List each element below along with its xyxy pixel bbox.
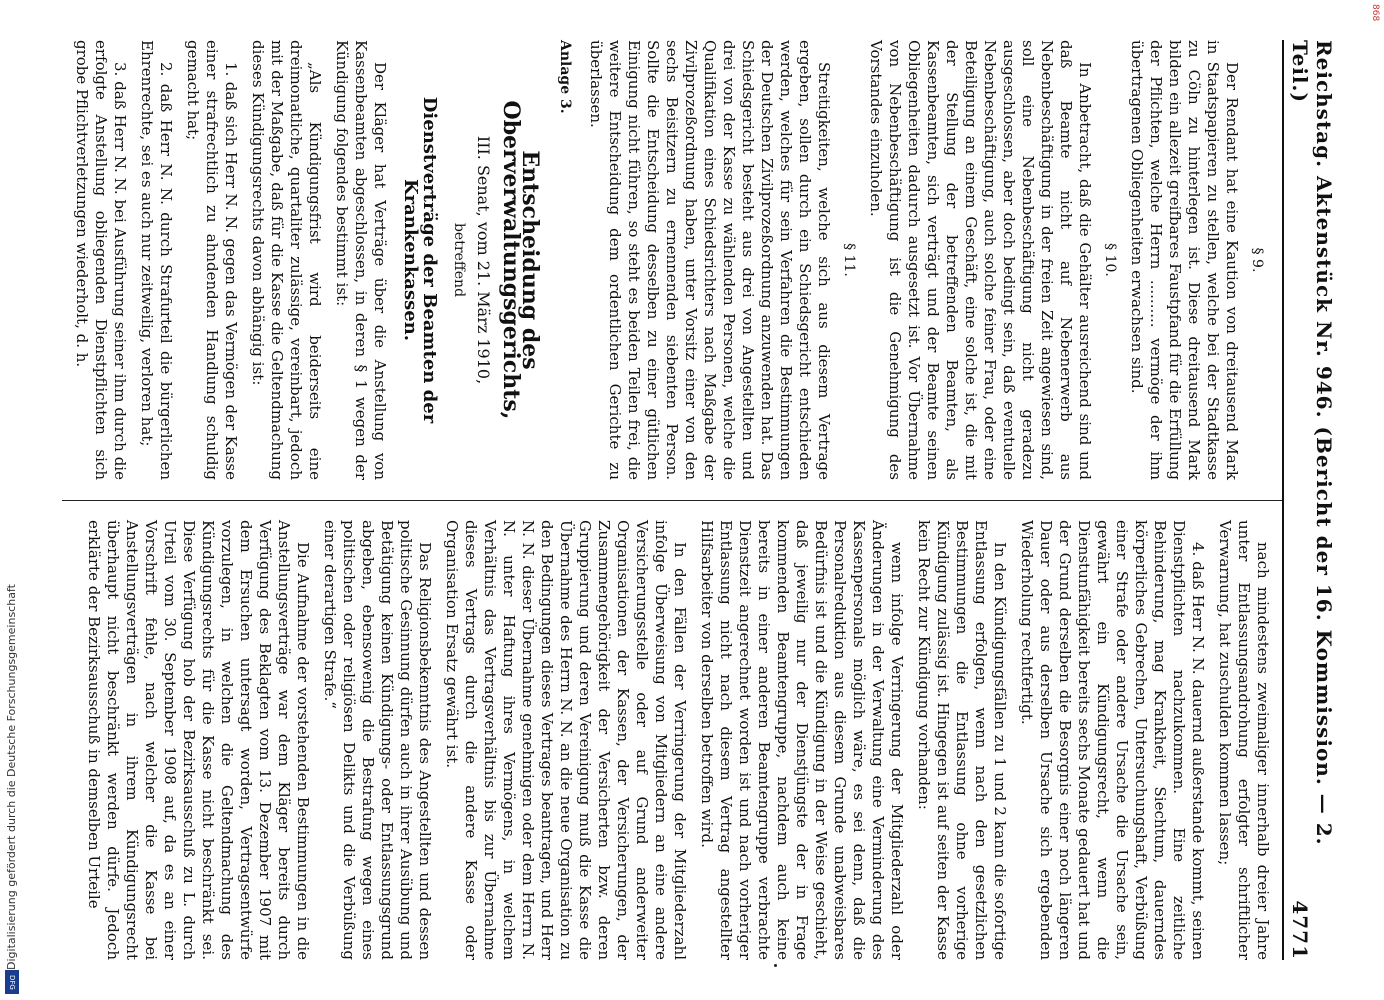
betreffend-label: betreffend — [451, 222, 467, 298]
section-10-heading: § 10. — [1102, 243, 1118, 277]
appendix-label: Anlage 3. — [557, 40, 573, 114]
header-title: Reichstag. Aktenstück Nr. 946. (Bericht der 16. Kommission. — 2. Teil.) — [1288, 40, 1336, 846]
paragraph-5: Das Religionsbekenntnis des Angestellten und dessen politische Gesinnung dürfen auch in ihrer Ausübung und Betätigung keinen Kündigungs- oder Entlassungsgrund abgeben, ebensowenig die Bestrafung wegen eines politischen oder religiösen Delikts und die Verbüßung einer derartigen Strafe.“ — [321, 520, 434, 960]
list-item-3: 3. daß Herr N. N. bei Ausführung seiner ihm durch die erfolgte Anstellung obliegenden Dienstpflichten sich grobe Pflichtverletzungen wiederholt, d. h. — [73, 40, 129, 480]
page-header — [1282, 40, 1336, 960]
dfg-logo-icon: DFG — [5, 970, 19, 994]
paragraph-6: Die Aufnahme der vorstehenden Bestimmungen in die Anstellungsverträge war dem Kläger bereits durch Verfügung des Beklagten vom 13. Dezember 1907 mit dem Ersuchen untersagt worden, Vertragsentwürfe vorzulegen, in welchen die Geltendmachung des Kündigungsrechts für die Kasse nicht beschränkt sei. Diese Verfügung hob der Bezirksausschuß zu L. durch Urteil vom 30. September 1908 auf, da es an einer Vorschrift fehle, nach welcher die Kasse bei Anstellungsverträgen in ihrem Kündigungsrecht überhaupt nicht beschränkt werden dürfe. Jedoch erklärte der Bezirksausschuß in demselben Urteile — [85, 520, 312, 960]
digitization-credit: Digitalisierung gefördert durch die Deutsche Forschungsgemeinschaft — [5, 584, 18, 970]
body-intro: Der Kläger hat Verträge über die Anstellung von Kassenbeamten abgeschlossen, in deren § 1 wegen der Kündigung folgendes bestimmt ist: — [333, 40, 389, 480]
section-11-text: Streitigkeiten, welche sich aus diesem Vertrage ergeben, sollen durch ein Schiedsgericht entschieden werden, welches für sein Verfahren die Bestimmungen der Deutschen Zivilprozeßordnung anzuwenden hat. Das Schiedsgericht besteht aus drei von Angestellten und drei von der Kasse zu wählenden Personen, welche die Qualifikation eines Schiedsrichters nach Maßgabe der Zivilprozeßordnung haben, unter Vorsitz einer von den sechs Beisitzern zu ernennenden siebenten Person. Sollte die Entscheidung desselben zu einer gütlichen Einigung nicht führen, so steht es beiden Teilen frei, die weitere Entscheidung dem ordentlichen Gerichte zu überlassen. — [587, 40, 833, 480]
scan-tag: 868 — [1370, 4, 1380, 22]
list-item-1: 1. daß sich Herr N. N. gegen das Vermögen der Kasse einer strafrechtlich zu ahndenden Handlung schuldig gemacht hat; — [184, 40, 240, 480]
column-divider — [62, 500, 1282, 501]
decision-subtitle: III. Senat, vom 21. März 1910, — [474, 135, 493, 385]
paragraph-3: wenn infolge Verringerung der Mitgliederzahl oder Änderungen in der Verwaltung eine Verminderung des Kassenpersonals möglich wäre, es sei denn, daß die Personalreduktion aus diesem Grunde unabweisbares Bedürfnis ist und die Kündigung in der Weise geschieht, daß jeweilig nur der Dienstjüngste der in Frage kommenden Beamtengruppe, nachdem auch keine bereits in einer anderen Beamtengruppe verbrachte Dienstzeit angerechnet worden ist und nach vorheriger Entlassung nicht nach diesem Vertrag angestellter Hilfsarbeiter von derselben betroffen wird. — [698, 520, 906, 960]
section-11-heading: § 11. — [841, 243, 857, 277]
paragraph-1: nach mindestens zweimaliger innerhalb dreier Jahre unter Entlassungsandrohung erfolgter schriftlicher Verwarnung, hat zuschulden kommen lassen; — [1216, 520, 1272, 960]
section-9-heading: § 9. — [1249, 247, 1265, 273]
left-column — [62, 40, 1272, 480]
decision-title: Entscheidung des Oberverwaltungsgerichts, — [498, 100, 543, 420]
digitization-credit-strip — [0, 0, 22, 1000]
scan-artifact-dot — [774, 964, 777, 967]
quote-text: „Als Kündigungsfrist wird beiderseits eine dreimonatliche, quartaliter zulässige, vereinbart, jedoch mit der Maßgabe, daß für die Kasse die Geltendmachung dieses Kündigungsrechts davon abhängig ist: — [249, 40, 324, 480]
subject-title: Dienstverträge der Beamten der Krankenkassen. — [400, 96, 440, 424]
page-number: 4771 — [1288, 900, 1312, 960]
paragraph-2: In den Kündigungsfällen zu 1 und 2 kann die sofortige Entlassung erfolgen, wenn nach den gesetzlichen Bestimmungen die Entlassung ohne vorherige Kündigung zulässig ist. Hingegen ist auf seiten der Kasse kein Recht zur Kündigung vorhanden: — [915, 520, 1009, 960]
section-9-text: Der Rendant hat eine Kaution von dreitausend Mark in Staatspapieren zu stellen, welche bei der Stadtkasse zu Cöln zu hinterlegen ist. Diese dreitausend Mark bilden ein allezeit greifbares Faustpfand für die Erfüllung der Pflichten, welche Herrn .......... vermöge der ihm übertragenen Obliegenheiten erwachsen sind. — [1128, 40, 1241, 480]
list-item-2: 2. daß Herr N. N. durch Strafurteil die bürgerlichen Ehrenrechte, sei es auch nur zeitweilig, verloren hat; — [138, 40, 175, 480]
section-10-text: In Anbetracht, daß die Gehälter ausreichend sind und daß Beamte nicht auf Nebenerwerb aus Nebenbeschäftigung in der freien Zeit angewiesen sind, soll eine Nebenbeschäftigung nicht geradezu ausgeschlossen, aber doch bedingt sein, daß eventuelle Nebenbeschäftigung, auch solche feiner Frau, oder eine Beteiligung an einem Geschäft, eine solche ist, die mit der Stellung der betreffenden Beamten, als Kassenbeamten, sich verträgt und der Beamte seinen Obliegenheiten dadurch ausgesetzt ist. Vor Übernahme von Nebenbeschäftigung ist die Genehmigung des Vorstandes einzuholen. — [867, 40, 1094, 480]
right-column — [62, 520, 1272, 960]
document-page — [42, 0, 1342, 1000]
paragraph-4: In den Fällen der Verringerung der Mitgliederzahl infolge Überweisung von Mitgliedern an eine andere Versicherungsstelle oder auf Grund anderweiter Organisationen der Kassen, der Versicherungen, der Zusammengehörigkeit der Versicherten bzw. deren Gruppierung und deren Vereinigung muß die Kasse die Übernahme des Herrn N. N. an die neue Organisation zu den Bedingungen dieses Vertrages beantragen, und Herr N. N. dieser Übernahme genehmigen oder dem Herrn N. N. unter Haftung ihres Vermögens, in welchem Verhältnis das Vertragsverhältnis bis zur Übernahme dieses Vertrags durch die andere Kasse oder Organisation Ersatz gewährt ist. — [443, 520, 689, 960]
list-item-4: 4. daß Herr N. N. dauernd außerstande kommt, seinen Dienstpflichten nachzukommen. Eine zeitliche Behinderung, mag Krankheit, Siechtum, dauerndes körperliches Gebrechen, Untersuchungshaft, Verbüßung einer Strafe oder andere Ursache die Ursache sein, gewährt ein Kündigungsrecht, wenn die Dienstunfähigkeit bereits sechs Monate gedauert hat und der Grund derselben die Besorgnis einer noch längeren Dauer oder aus derselben Ursache sich ergebenden Wiederholung rechtfertigt. — [1018, 520, 1207, 960]
